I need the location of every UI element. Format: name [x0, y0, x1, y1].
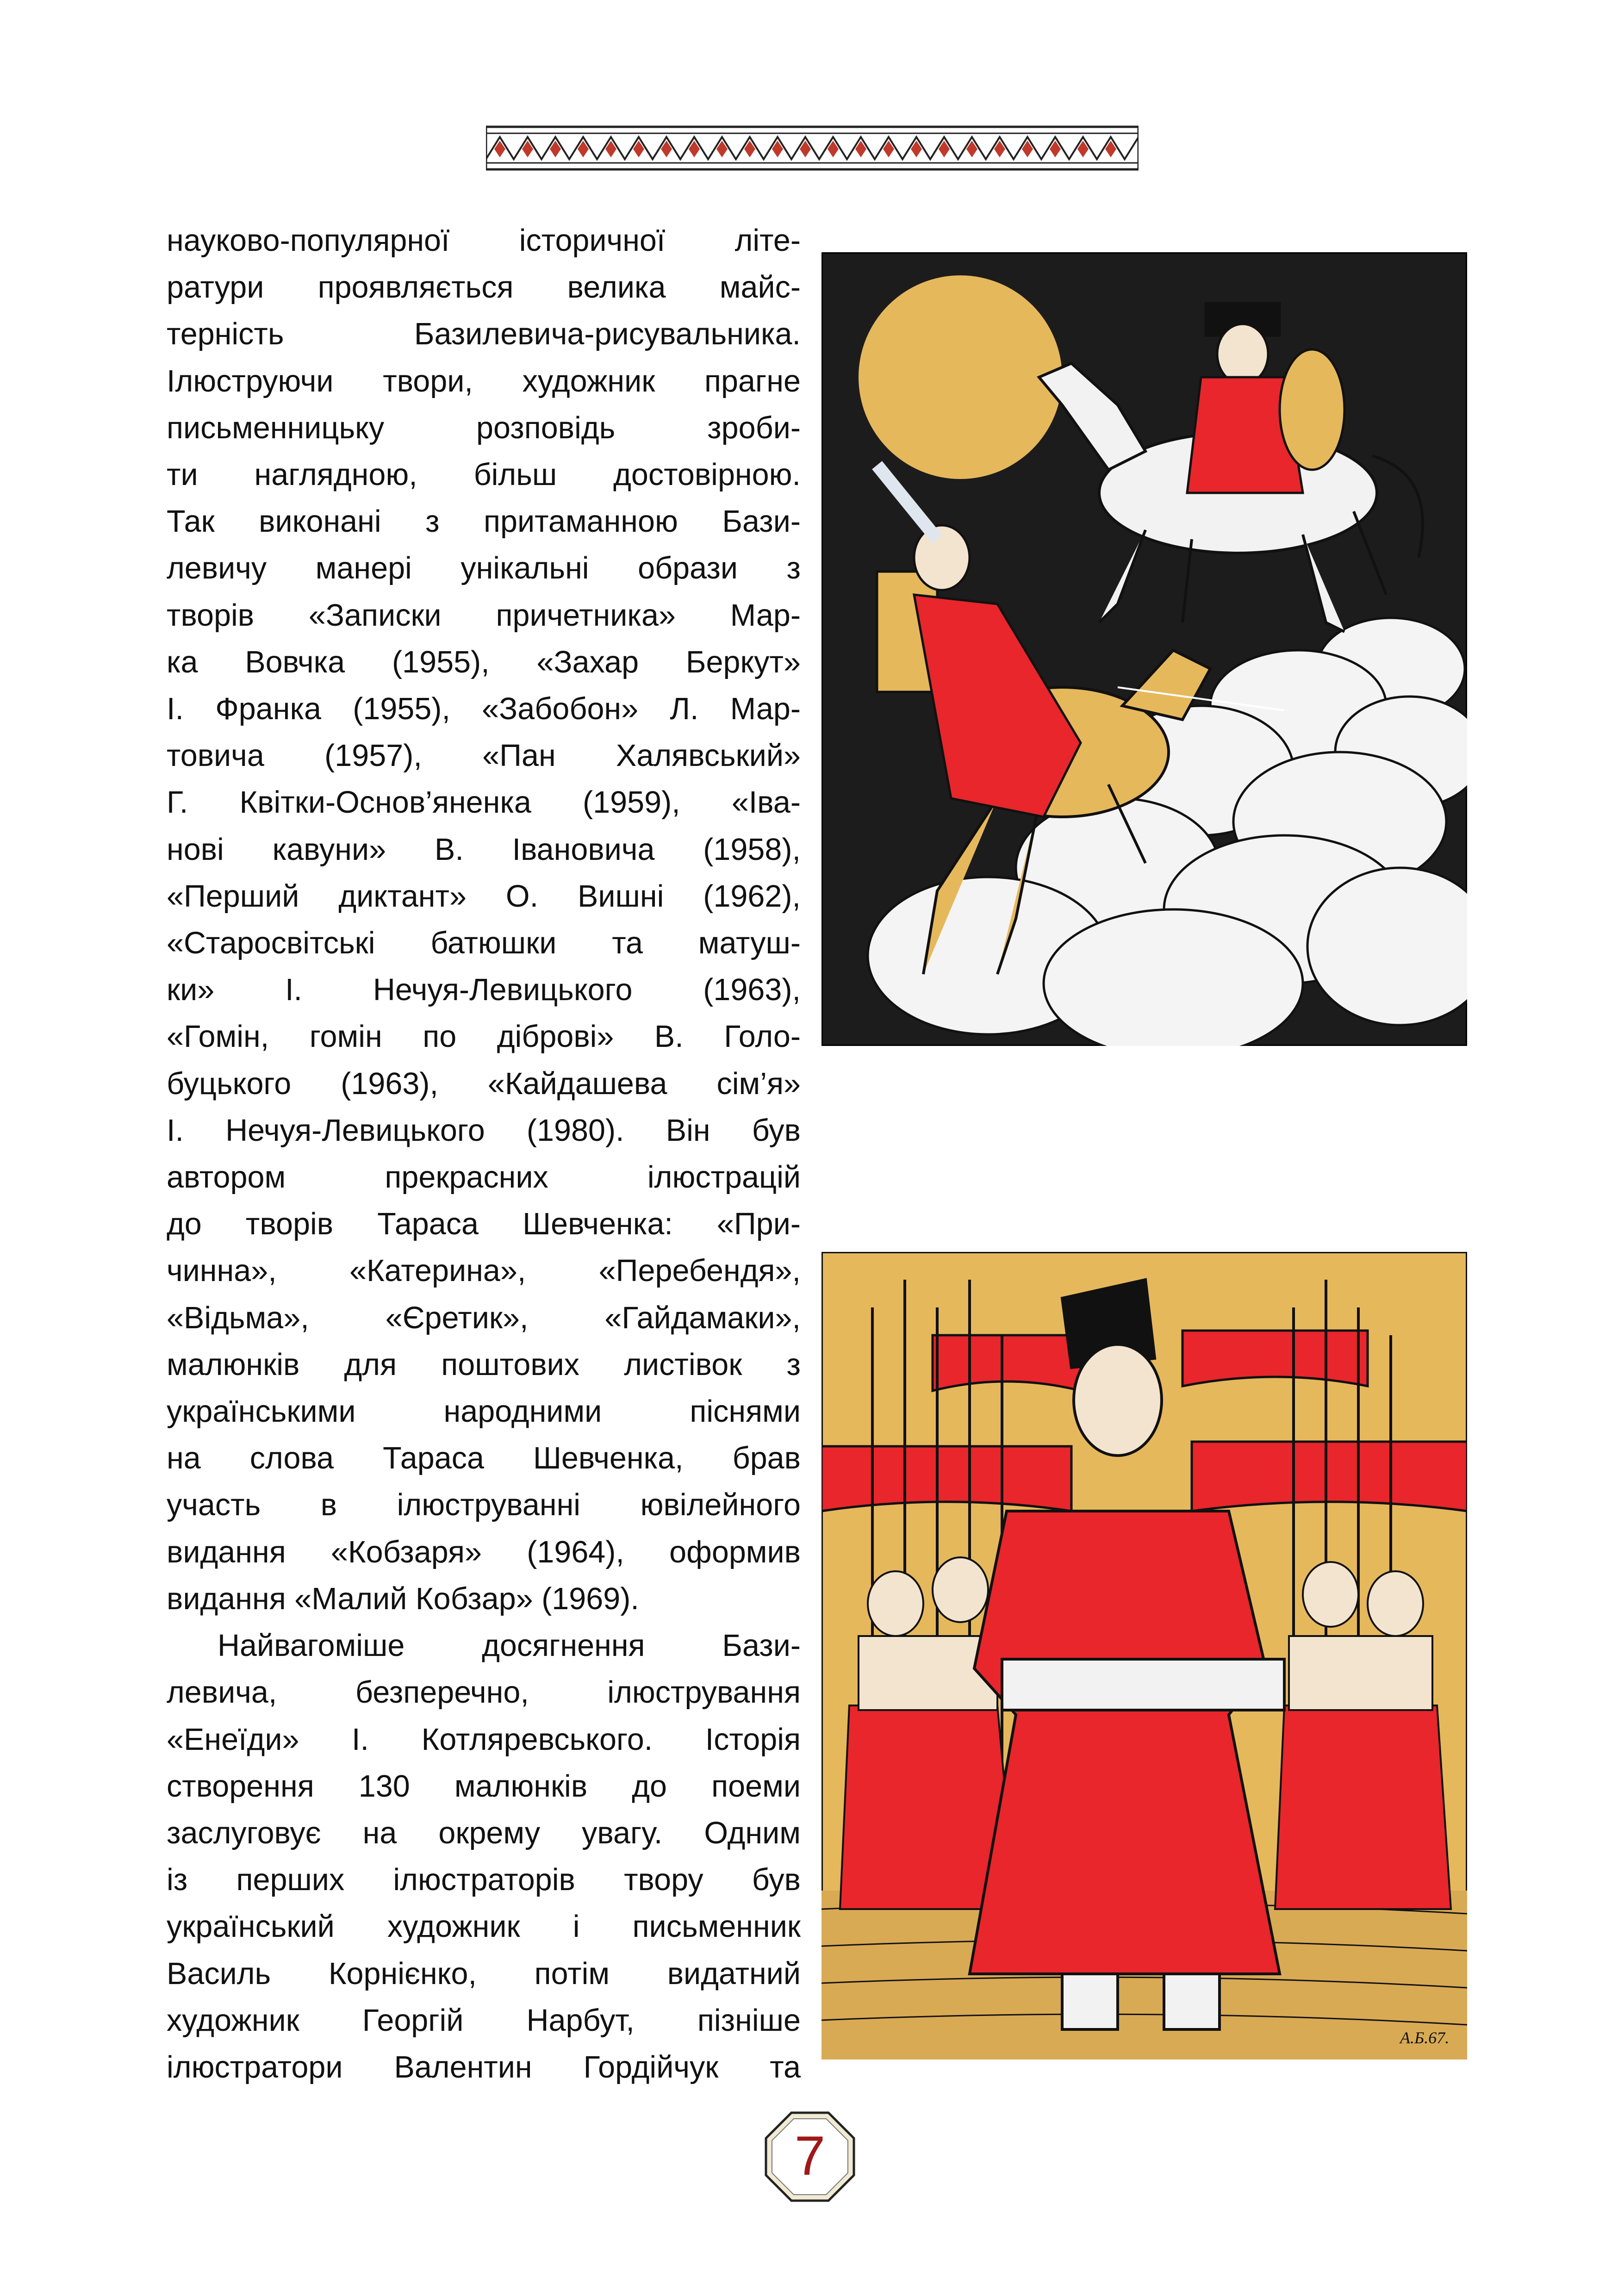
text-line: чинна», «Катерина», «Перебендя»,: [167, 1254, 801, 1288]
text-line: ілюстратори Валентин Гордійчук та: [167, 2050, 801, 2084]
text-line: «Гомін, гомін по діброві» В. Голо-: [167, 1020, 801, 1054]
text-line: Найвагоміше досягнення Бази-: [218, 1629, 801, 1663]
text-line: І. Франка (1955), «Забобон» Л. Мар-: [167, 692, 801, 727]
text-line: «Перший диктант» О. Вишні (1962),: [167, 879, 801, 914]
body-text: [167, 218, 801, 2091]
ornament-band: [486, 125, 1139, 171]
text-line: ратури проявляється велика майс-: [167, 270, 801, 305]
illustration-riders-night: [821, 252, 1467, 1046]
text-line: «Старосвітські батюшки та матуш-: [167, 926, 801, 961]
text-line: товича (1957), «Пан Халявський»: [167, 739, 801, 773]
text-line: науково-популярної історичної літе-: [167, 224, 801, 258]
text-line: заслуговує на окрему увагу. Одним: [167, 1816, 801, 1850]
text-line: Василь Корнієнко, потім видатний: [167, 1956, 801, 1991]
text-line: малюнків для поштових листівок з: [167, 1347, 801, 1382]
text-line: до творів Тараса Шевченка: «При-: [167, 1207, 801, 1242]
text-line: створення 130 малюнків до поеми: [167, 1769, 801, 1804]
paragraph-1: [167, 218, 801, 1623]
text-line: «Відьма», «Єретик», «Гайдамаки»,: [167, 1300, 801, 1335]
text-line: левича, безперечно, ілюстрування: [167, 1675, 801, 1710]
text-line: на слова Тараса Шевченка, брав: [167, 1441, 801, 1476]
text-line: українськими народними піснями: [167, 1394, 801, 1429]
text-line: «Енеїди» І. Котляревського. Історія: [167, 1722, 801, 1757]
text-line: художник Георгій Нарбут, пізніше: [167, 2003, 801, 2038]
text-line: видання «Кобзаря» (1964), оформив: [167, 1535, 801, 1569]
text-line: автором прекрасних ілюстрацій: [167, 1160, 801, 1195]
illustration-cossack: [821, 1252, 1467, 2060]
text-line: видання «Малий Кобзар» (1969).: [167, 1581, 639, 1616]
text-line: нові кавуни» В. Івановича (1958),: [167, 832, 801, 867]
text-line: Ілюструючи твори, художник прагне: [167, 364, 801, 398]
text-line: Г. Квітки-Основ’яненка (1959), «Іва-: [167, 785, 801, 820]
signature: А.Б.67.: [1400, 2028, 1450, 2047]
text-line: терність Базилевича-рисувальника.: [167, 317, 801, 352]
text-line: І. Нечуя-Левицького (1980). Він був: [167, 1113, 801, 1148]
moon: [859, 275, 1062, 479]
text-line: участь в ілюструванні ювілейного: [167, 1488, 801, 1523]
text-line: ти наглядною, більш достовірною.: [167, 458, 801, 492]
page-number: 7: [794, 2125, 826, 2187]
text-line: ка Вовчка (1955), «Захар Беркут»: [167, 645, 801, 679]
text-line: український художник і письменник: [167, 1910, 801, 1944]
text-line: письменницьку розповідь зроби-: [167, 411, 801, 445]
text-line: ки» І. Нечуя-Левицького (1963),: [167, 973, 801, 1008]
text-line: Так виконані з притаманною Бази-: [167, 504, 801, 539]
text-line: левичу манері унікальні образи з: [167, 551, 801, 586]
text-line: із перших ілюстраторів твору був: [167, 1863, 801, 1898]
text-line: буцького (1963), «Кайдашева сім’я»: [167, 1066, 801, 1101]
paragraph-2: [167, 1623, 801, 2091]
text-line: творів «Записки причетника» Мар-: [167, 598, 801, 633]
